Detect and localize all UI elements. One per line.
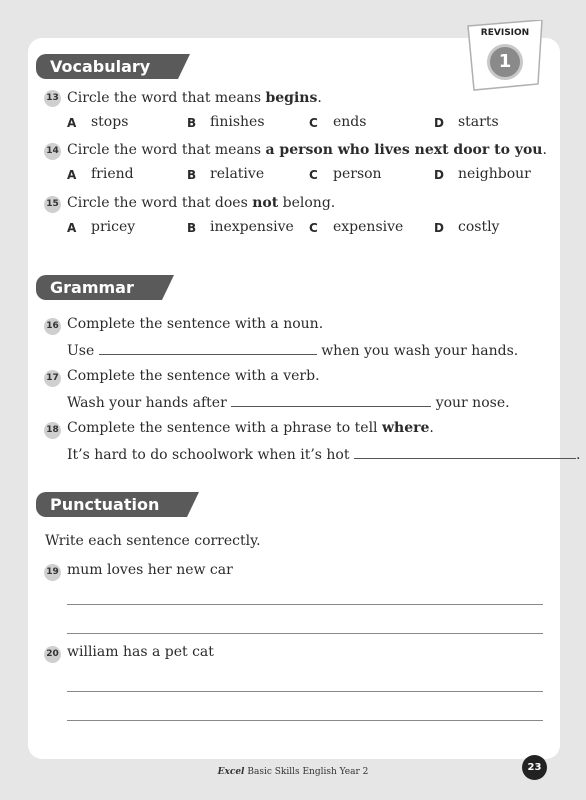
question-17-text: Complete the sentence with a verb.	[67, 368, 320, 384]
question-number: 15	[44, 196, 61, 213]
option-letter: B	[187, 116, 197, 130]
q18-sent-pre: It’s hard to do schoolwork when it’s hot	[67, 447, 350, 463]
footer-brand: Excel	[217, 767, 245, 777]
option-letter: D	[434, 168, 444, 182]
q13-post: .	[317, 90, 322, 106]
question-20-text: william has a pet cat	[67, 644, 214, 660]
option-word[interactable]: pricey	[91, 219, 136, 235]
q13-pre: Circle the word that means	[67, 90, 266, 106]
writing-line[interactable]	[67, 604, 543, 605]
q18-post: .	[429, 420, 434, 436]
q14-bold: a person who lives next door to you	[265, 142, 543, 158]
question-number: 14	[44, 143, 61, 160]
q13-bold: begins	[265, 90, 318, 106]
question-number: 20	[44, 646, 61, 663]
page-number: 23	[522, 755, 547, 780]
q18-pre: Complete the sentence with a phrase to tell	[67, 420, 382, 436]
revision-number: 1	[487, 44, 523, 80]
punctuation-instruction: Write each sentence correctly.	[45, 533, 261, 549]
section-grammar: Grammar	[36, 275, 162, 300]
option-word[interactable]: relative	[210, 166, 265, 182]
question-16-text: Complete the sentence with a noun.	[67, 316, 324, 332]
question-14-text	[67, 142, 547, 158]
question-15-text	[67, 195, 335, 211]
q18-bold: where	[381, 420, 430, 436]
section-vocabulary: Vocabulary	[36, 54, 178, 79]
option-word[interactable]: costly	[458, 219, 500, 235]
answer-blank[interactable]	[354, 444, 576, 459]
question-19-text: mum loves her new car	[67, 562, 233, 578]
footer-rest: Basic Skills English Year 2	[244, 767, 369, 777]
q14-pre: Circle the word that means	[67, 142, 266, 158]
question-18-text	[67, 420, 434, 436]
option-word[interactable]: inexpensive	[210, 219, 294, 235]
option-letter: C	[309, 221, 318, 235]
option-word[interactable]: finishes	[210, 114, 265, 130]
question-18-sentence	[67, 444, 580, 463]
answer-blank[interactable]	[231, 392, 431, 407]
q15-bold: not	[252, 195, 279, 211]
writing-line[interactable]	[67, 691, 543, 692]
option-letter: A	[67, 116, 77, 130]
option-letter: A	[67, 168, 77, 182]
option-word[interactable]: neighbour	[458, 166, 531, 182]
option-letter: C	[309, 116, 318, 130]
option-letter: B	[187, 221, 197, 235]
option-word[interactable]: expensive	[333, 219, 404, 235]
q16-sent-pre: Use	[67, 343, 95, 359]
option-letter: A	[67, 221, 77, 235]
option-word[interactable]: friend	[91, 166, 134, 182]
question-number: 19	[44, 564, 61, 581]
question-number: 16	[44, 318, 61, 335]
revision-badge	[466, 20, 544, 92]
q17-sent-post: your nose.	[435, 395, 510, 411]
option-letter: B	[187, 168, 197, 182]
question-number: 17	[44, 370, 61, 387]
option-word[interactable]: stops	[91, 114, 129, 130]
question-13-text	[67, 90, 322, 106]
section-punctuation: Punctuation	[36, 492, 187, 517]
writing-line[interactable]	[67, 633, 543, 634]
option-word[interactable]: person	[333, 166, 382, 182]
question-16-sentence	[67, 340, 518, 359]
revision-label: REVISION	[480, 28, 530, 38]
option-letter: C	[309, 168, 318, 182]
q15-post: belong.	[278, 195, 336, 211]
option-word[interactable]: starts	[458, 114, 499, 130]
option-letter: D	[434, 116, 444, 130]
q17-sent-pre: Wash your hands after	[67, 395, 227, 411]
footer-text	[0, 767, 586, 777]
question-number: 18	[44, 422, 61, 439]
writing-line[interactable]	[67, 720, 543, 721]
option-word[interactable]: ends	[333, 114, 367, 130]
q15-pre: Circle the word that does	[67, 195, 253, 211]
question-number: 13	[44, 90, 61, 107]
question-17-sentence	[67, 392, 510, 411]
answer-blank[interactable]	[99, 340, 317, 355]
q14-post: .	[542, 142, 547, 158]
option-letter: D	[434, 221, 444, 235]
q16-sent-post: when you wash your hands.	[321, 343, 519, 359]
q18-sent-post: .	[575, 447, 581, 463]
